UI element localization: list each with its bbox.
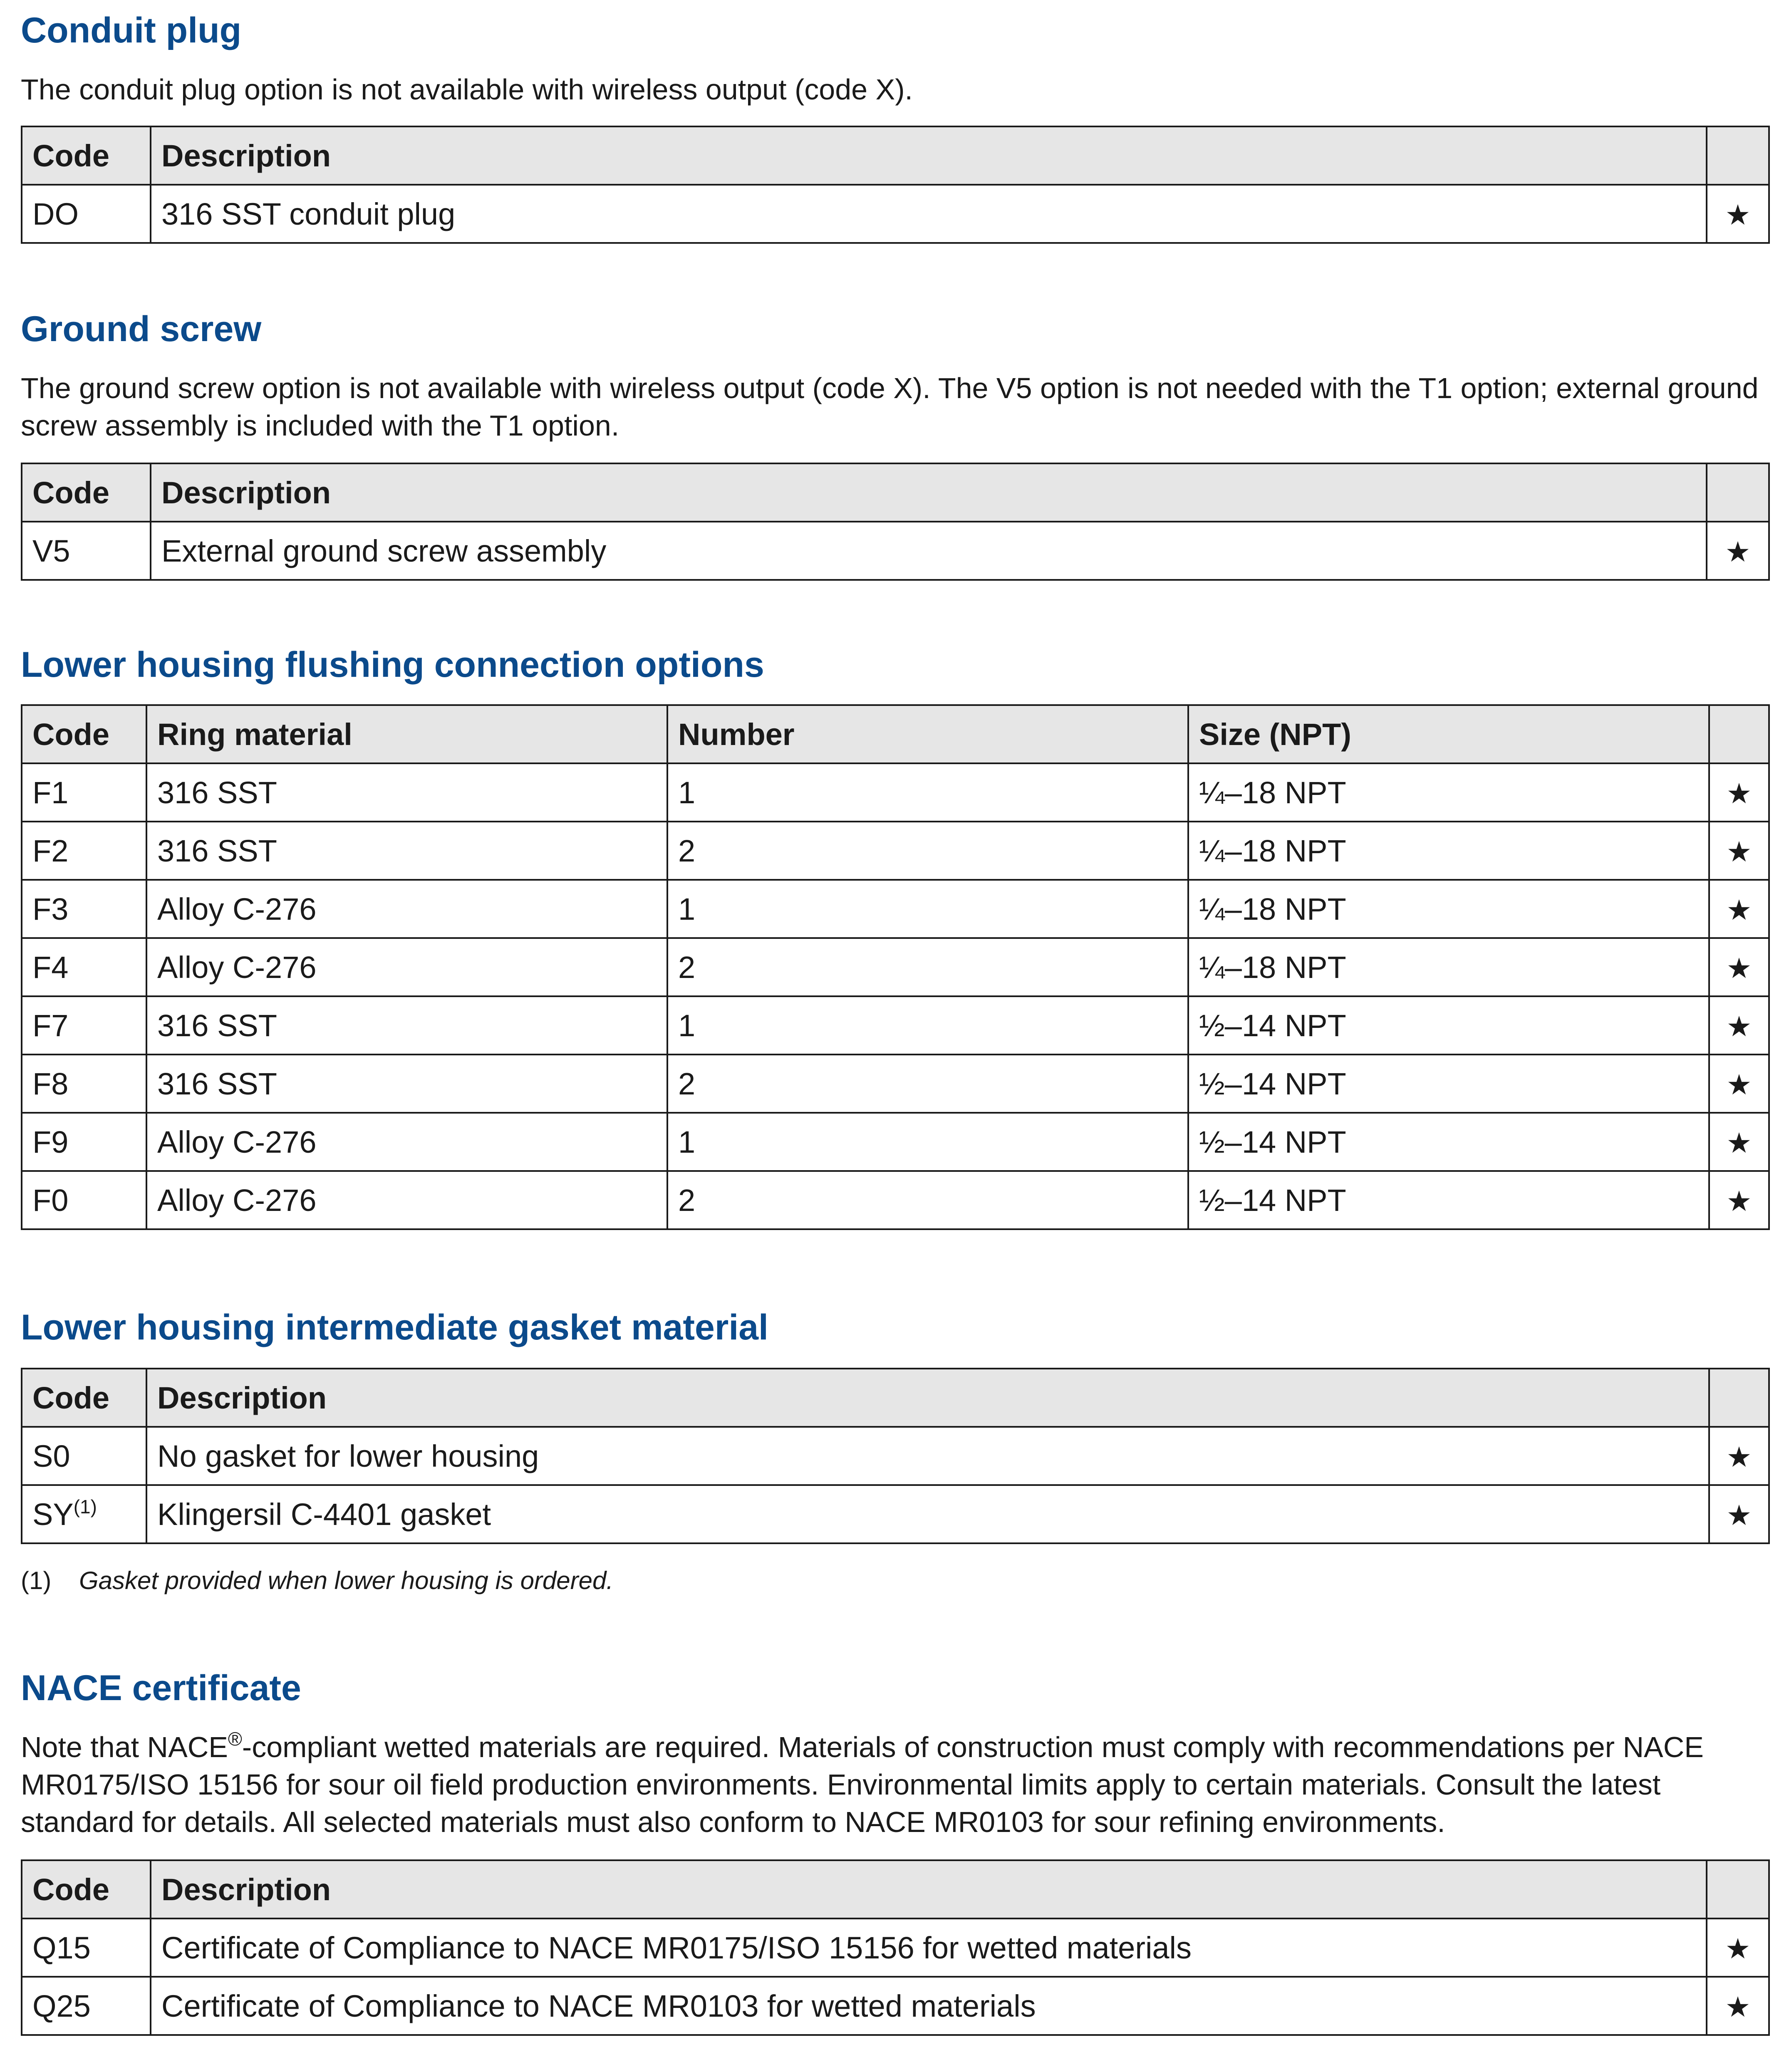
star-icon: ★ — [1725, 198, 1751, 232]
table-row — [22, 1919, 1769, 1977]
code-cell: V5 — [22, 522, 151, 580]
description-cell: Klingersil C-4401 gasket — [146, 1485, 1709, 1543]
table-row — [22, 822, 1769, 880]
footnote-text: Gasket provided when lower housing is ordered. — [79, 1567, 614, 1594]
code-cell: F3 — [22, 880, 146, 938]
code-cell: Q25 — [22, 1977, 151, 2035]
ring-material-cell: 316 SST — [146, 763, 667, 822]
header-blank — [1707, 463, 1769, 522]
star-cell — [1709, 763, 1769, 822]
table-row — [22, 1427, 1769, 1485]
number-cell: 2 — [667, 822, 1188, 880]
header-blank — [1709, 1369, 1769, 1427]
ring-material-cell: 316 SST — [146, 1055, 667, 1113]
code-cell: F7 — [22, 996, 146, 1055]
description-cell: External ground screw assembly — [151, 522, 1707, 580]
code-cell: F9 — [22, 1113, 146, 1171]
table-row — [22, 522, 1769, 580]
star-icon: ★ — [1726, 1126, 1752, 1160]
description-cell: No gasket for lower housing — [146, 1427, 1709, 1485]
header-size: Size (NPT) — [1188, 705, 1709, 763]
size-cell: ¼–18 NPT — [1188, 822, 1709, 880]
star-cell — [1709, 822, 1769, 880]
footnote-mark: (1) — [21, 1567, 52, 1594]
table-row — [22, 1485, 1769, 1543]
code-cell: F1 — [22, 763, 146, 822]
header-description: Description — [151, 1860, 1707, 1919]
code-cell: Q15 — [22, 1919, 151, 1977]
star-cell — [1707, 1919, 1769, 1977]
ring-material-cell: Alloy C-276 — [146, 880, 667, 938]
code-cell — [22, 1485, 146, 1543]
gasket-title: Lower housing intermediate gasket material — [21, 1307, 768, 1347]
star-icon: ★ — [1725, 1932, 1751, 1966]
code-text: SY — [32, 1497, 74, 1532]
ground-screw-table — [21, 463, 1770, 581]
gasket-table — [21, 1368, 1770, 1544]
conduit-plug-table — [21, 126, 1770, 244]
size-cell: ¼–18 NPT — [1188, 938, 1709, 996]
header-number: Number — [667, 705, 1188, 763]
star-cell — [1709, 1113, 1769, 1171]
star-cell — [1707, 185, 1769, 243]
header-code: Code — [22, 1369, 146, 1427]
size-cell: ½–14 NPT — [1188, 1171, 1709, 1229]
nace-table — [21, 1859, 1770, 2036]
table-header-row — [22, 1860, 1769, 1919]
code-cell: F4 — [22, 938, 146, 996]
size-cell: ¼–18 NPT — [1188, 880, 1709, 938]
star-icon: ★ — [1725, 1990, 1751, 2024]
description-cell: Certificate of Compliance to NACE MR0175/ISO 15156 for wetted materials — [151, 1919, 1707, 1977]
nace-note-part1: Note that NACE — [21, 1731, 228, 1763]
header-code: Code — [22, 705, 146, 763]
table-row — [22, 938, 1769, 996]
star-icon: ★ — [1726, 1010, 1752, 1043]
star-icon: ★ — [1726, 1185, 1752, 1218]
nace-title: NACE certificate — [21, 1668, 301, 1708]
star-icon: ★ — [1726, 777, 1752, 810]
header-code: Code — [22, 1860, 151, 1919]
nace-note — [21, 1728, 1768, 1841]
description-cell: Certificate of Compliance to NACE MR0103 for wetted materials — [151, 1977, 1707, 2035]
header-description: Description — [151, 463, 1707, 522]
star-cell — [1709, 1055, 1769, 1113]
code-cell: F8 — [22, 1055, 146, 1113]
star-cell — [1707, 1977, 1769, 2035]
footnote-ref: (1) — [73, 1495, 97, 1517]
number-cell: 2 — [667, 1055, 1188, 1113]
header-blank — [1707, 1860, 1769, 1919]
star-cell — [1709, 1171, 1769, 1229]
table-row — [22, 1977, 1769, 2035]
number-cell: 2 — [667, 1171, 1188, 1229]
header-code: Code — [22, 463, 151, 522]
star-cell — [1707, 522, 1769, 580]
number-cell: 1 — [667, 1113, 1188, 1171]
star-cell — [1709, 1427, 1769, 1485]
table-row — [22, 1171, 1769, 1229]
ring-material-cell: Alloy C-276 — [146, 1113, 667, 1171]
table-row — [22, 1113, 1769, 1171]
header-blank — [1709, 705, 1769, 763]
header-ring-material: Ring material — [146, 705, 667, 763]
conduit-plug-note: The conduit plug option is not available with wireless output (code X). — [21, 73, 913, 106]
code-cell: F2 — [22, 822, 146, 880]
ring-material-cell: 316 SST — [146, 822, 667, 880]
ring-material-cell: Alloy C-276 — [146, 938, 667, 996]
table-header-row — [22, 705, 1769, 763]
star-cell — [1709, 938, 1769, 996]
size-cell: ½–14 NPT — [1188, 1055, 1709, 1113]
number-cell: 1 — [667, 880, 1188, 938]
number-cell: 2 — [667, 938, 1188, 996]
table-header-row — [22, 1369, 1769, 1427]
star-cell — [1709, 996, 1769, 1055]
flushing-table — [21, 704, 1770, 1230]
table-row — [22, 763, 1769, 822]
star-icon: ★ — [1726, 952, 1752, 985]
ring-material-cell: 316 SST — [146, 996, 667, 1055]
table-row — [22, 1055, 1769, 1113]
flushing-title: Lower housing flushing connection options — [21, 645, 764, 685]
star-cell — [1709, 1485, 1769, 1543]
ground-screw-note: The ground screw option is not available with wireless output (code X). The V5 option is not needed with the T1 option; external ground screw assembly is included with the T1 option. — [21, 372, 1759, 442]
number-cell: 1 — [667, 763, 1188, 822]
number-cell: 1 — [667, 996, 1188, 1055]
size-cell: ¼–18 NPT — [1188, 763, 1709, 822]
header-blank — [1707, 126, 1769, 185]
code-cell: F0 — [22, 1171, 146, 1229]
code-cell: S0 — [22, 1427, 146, 1485]
ring-material-cell: Alloy C-276 — [146, 1171, 667, 1229]
star-icon: ★ — [1726, 835, 1752, 869]
table-row — [22, 880, 1769, 938]
ground-screw-title: Ground screw — [21, 309, 262, 349]
conduit-plug-title: Conduit plug — [21, 10, 242, 50]
star-icon: ★ — [1726, 1499, 1752, 1532]
star-icon: ★ — [1726, 1441, 1752, 1474]
table-row — [22, 185, 1769, 243]
star-icon: ★ — [1725, 535, 1751, 569]
star-cell — [1709, 880, 1769, 938]
star-icon: ★ — [1726, 1068, 1752, 1102]
table-row — [22, 996, 1769, 1055]
gasket-footnote — [21, 1568, 613, 1593]
code-cell: DO — [22, 185, 151, 243]
header-description: Description — [146, 1369, 1709, 1427]
description-cell: 316 SST conduit plug — [151, 185, 1707, 243]
header-code: Code — [22, 126, 151, 185]
table-header-row — [22, 463, 1769, 522]
registered-mark: ® — [228, 1728, 242, 1750]
size-cell: ½–14 NPT — [1188, 1113, 1709, 1171]
header-description: Description — [151, 126, 1707, 185]
nace-note-part2: -compliant wetted materials are required. Materials of construction must comply with recommendations per NACE MR0175/ISO 15156 for sour oil field production environments. Environmental limits apply to certain materials. Consult the latest standard for details. All selected materials must also conform to NACE MR0103 for sour refining environments. — [21, 1731, 1704, 1838]
star-icon: ★ — [1726, 894, 1752, 927]
size-cell: ½–14 NPT — [1188, 996, 1709, 1055]
table-header-row — [22, 126, 1769, 185]
